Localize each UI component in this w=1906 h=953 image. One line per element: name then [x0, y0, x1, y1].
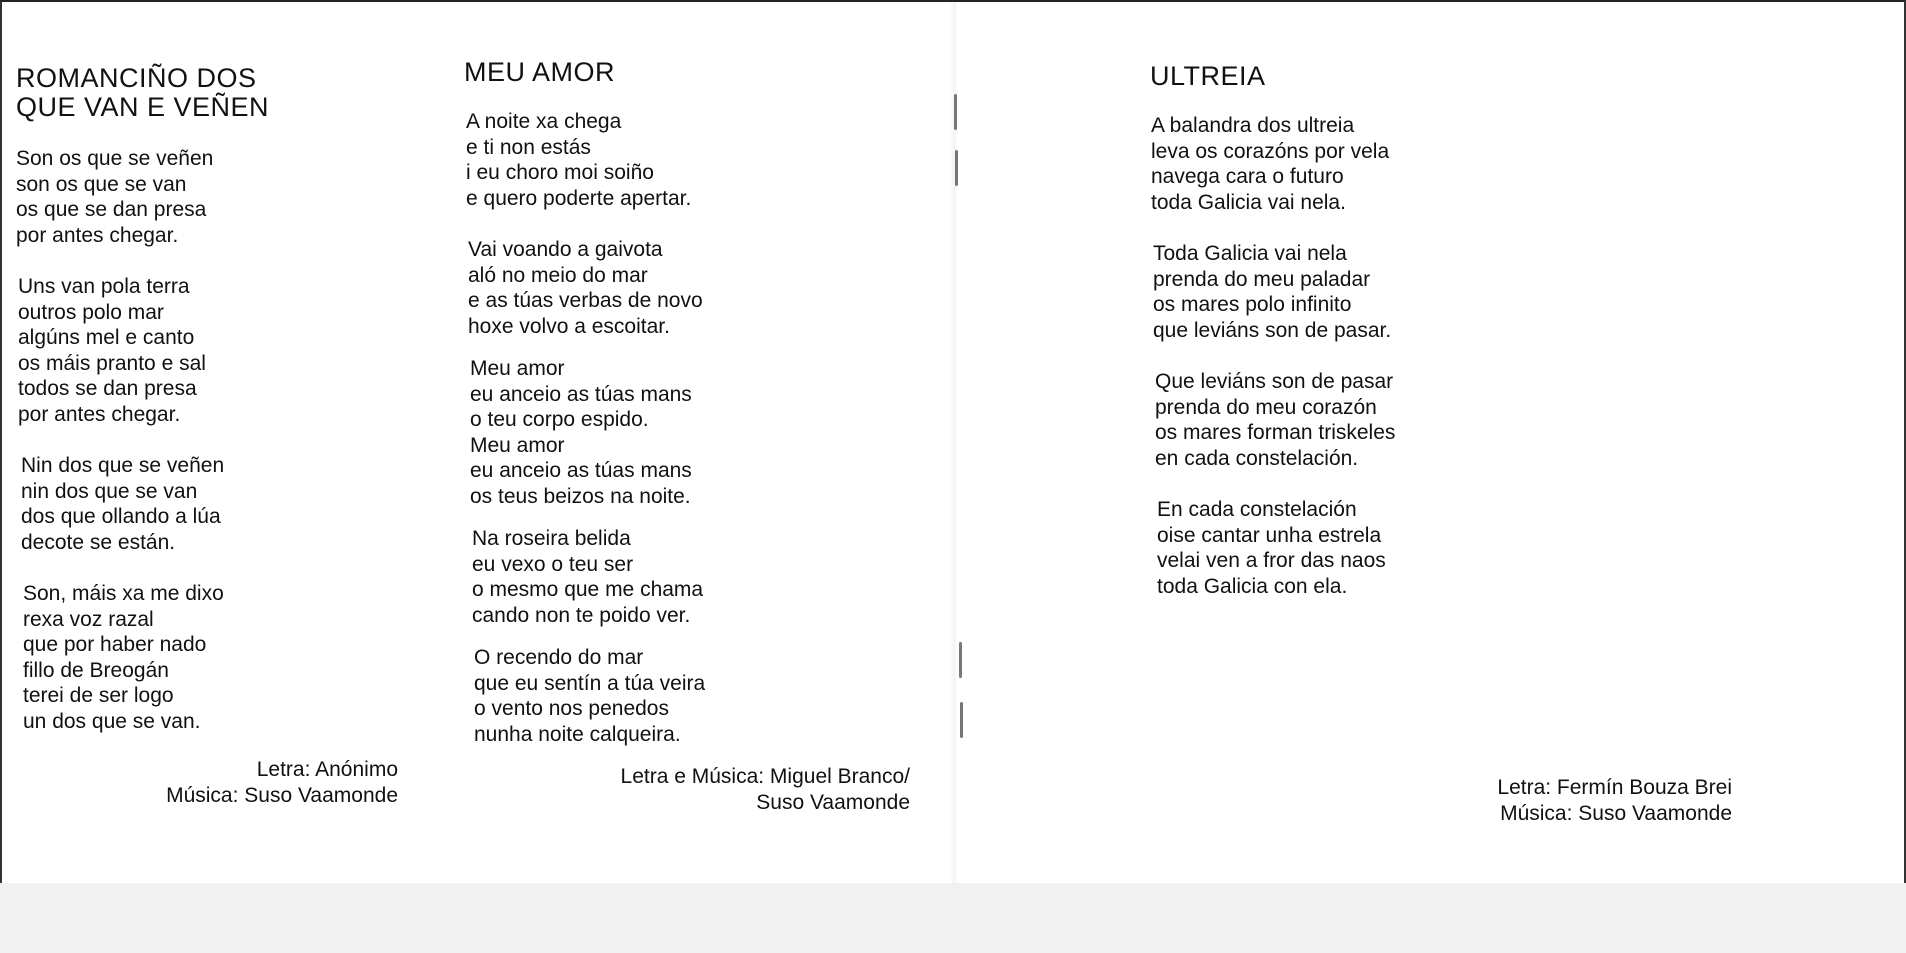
- lyric-line: os teus beizos na noite.: [470, 484, 691, 508]
- center-fold: [950, 2, 958, 885]
- credit-line: Suso Vaamonde: [756, 791, 910, 814]
- title-line: QUE VAN E VEÑEN: [16, 92, 270, 122]
- lyric-line: nunha noite calqueira.: [474, 722, 681, 746]
- lyric-line: prenda do meu corazón: [1155, 395, 1377, 419]
- lyric-line: A balandra dos ultreia: [1151, 114, 1355, 137]
- song-title: [1150, 62, 1395, 91]
- lyric-line: oise cantar unha estrela: [1157, 523, 1382, 547]
- lyric-line: en cada constelación.: [1155, 446, 1359, 470]
- song-credits: [166, 757, 398, 809]
- lyric-line: o vento nos penedos: [474, 697, 669, 720]
- stanza: [1155, 369, 1395, 471]
- lyric-line: leva os corazóns por vela: [1151, 139, 1390, 163]
- lyric-line: son os que se van: [16, 172, 187, 196]
- lyric-line: o mesmo que me chama: [472, 578, 704, 601]
- stanza: [23, 581, 269, 734]
- title-line: ULTREIA: [1150, 61, 1266, 91]
- stanza: [1151, 113, 1395, 215]
- song-title: [16, 64, 269, 122]
- lyric-line: Na roseira belida: [472, 527, 631, 550]
- credit-line: Música: Suso Vaamonde: [166, 784, 398, 807]
- stanza: [474, 645, 705, 747]
- lyric-line: que eu sentín a túa veira: [474, 671, 706, 695]
- credit-line: Música: Suso Vaamonde: [1500, 802, 1732, 825]
- staple: [960, 702, 963, 738]
- lyric-line: os mares forman triskeles: [1155, 421, 1396, 444]
- staple: [959, 642, 962, 678]
- lyric-line: os que se dan presa: [16, 198, 207, 221]
- stanza: [1153, 241, 1395, 343]
- stanza: [466, 109, 705, 211]
- lyric-line: por antes chegar.: [18, 402, 181, 426]
- lyric-line: e quero poderte apertar.: [466, 186, 692, 210]
- stanza: [1157, 497, 1395, 599]
- lyric-line: toda Galicia vai nela.: [1151, 190, 1346, 214]
- lyric-line: Son os que se veñen: [16, 147, 214, 170]
- lyric-line: toda Galicia con ela.: [1157, 574, 1348, 598]
- lyric-line: un dos que se van.: [23, 709, 201, 733]
- lyric-line: que por haber nado: [23, 633, 207, 656]
- credit-line: Letra: Anónimo: [256, 758, 398, 781]
- lyric-line: Meu amor: [470, 357, 565, 380]
- lyric-line: Son, máis xa me dixo: [23, 582, 224, 605]
- lyric-line: nin dos que se van: [21, 479, 198, 503]
- lyric-line: que leviáns son de pasar.: [1153, 318, 1392, 342]
- lyric-line: Que leviáns son de pasar: [1155, 370, 1394, 393]
- lyric-line: os mares polo infinito: [1153, 293, 1352, 316]
- lyric-line: prenda do meu paladar: [1153, 267, 1371, 291]
- song-meu-amor: [464, 58, 705, 747]
- lyric-line: O recendo do mar: [474, 646, 644, 669]
- lyric-line: rexa voz razal: [23, 607, 154, 631]
- lyric-line: eu vexo o teu ser: [472, 552, 634, 576]
- lyric-line: fillo de Breogán: [23, 658, 169, 682]
- stanza: [470, 356, 705, 509]
- credit-line: Letra: Fermín Bouza Brei: [1497, 776, 1732, 799]
- song-ultreia: [1150, 62, 1395, 599]
- lyric-line: hoxe volvo a escoitar.: [468, 314, 670, 338]
- lyric-line: os máis pranto e sal: [18, 351, 206, 375]
- stanza: [472, 526, 705, 628]
- staple: [954, 94, 957, 130]
- lyric-line: Meu amor: [470, 433, 565, 457]
- lyric-line: Nin dos que se veñen: [21, 454, 225, 477]
- lyric-line: por antes chegar.: [16, 223, 179, 247]
- lyric-line: Toda Galicia vai nela: [1153, 242, 1347, 265]
- lyric-line: eu anceio as túas mans: [470, 382, 692, 406]
- stanza: [468, 237, 705, 339]
- lyric-line: velai ven a fror das naos: [1157, 549, 1386, 572]
- lyric-line: dos que ollando a lúa: [21, 505, 221, 528]
- song-credits: [1497, 775, 1732, 827]
- lyric-line: o teu corpo espido.: [470, 408, 649, 431]
- staple: [955, 150, 958, 186]
- stanza: [16, 146, 269, 248]
- lyric-line: eu anceio as túas mans: [470, 459, 692, 482]
- credit-line: Letra e Música: Miguel Branco/: [620, 765, 910, 788]
- title-line: ROMANCIÑO DOS: [16, 63, 257, 93]
- song-title: [464, 58, 705, 87]
- lyric-line: Vai voando a gaivota: [468, 238, 663, 261]
- lyric-line: navega cara o futuro: [1151, 165, 1344, 188]
- lyric-line: decote se están.: [21, 530, 176, 554]
- lyric-line: A noite xa chega: [466, 110, 622, 133]
- lyric-line: todos se dan presa: [18, 377, 197, 400]
- lyric-line: cando non te poido ver.: [472, 603, 691, 627]
- lyric-line: outros polo mar: [18, 300, 164, 324]
- lyric-line: terei de ser logo: [23, 684, 174, 707]
- lyric-line: aló no meio do mar: [468, 263, 648, 287]
- lyric-line: En cada constelación: [1157, 498, 1357, 521]
- scan-background: [0, 883, 1906, 953]
- lyric-line: e as túas verbas de novo: [468, 289, 703, 312]
- lyric-line: Uns van pola terra: [18, 275, 190, 298]
- stanza: [18, 274, 269, 427]
- stanza: [21, 453, 269, 555]
- lyric-line: algúns mel e canto: [18, 326, 195, 349]
- song-romancino: [16, 64, 269, 734]
- title-line: MEU AMOR: [464, 57, 616, 87]
- lyric-line: e ti non estás: [466, 135, 591, 159]
- song-credits: [621, 764, 910, 816]
- lyric-line: i eu choro moi soiño: [466, 161, 654, 184]
